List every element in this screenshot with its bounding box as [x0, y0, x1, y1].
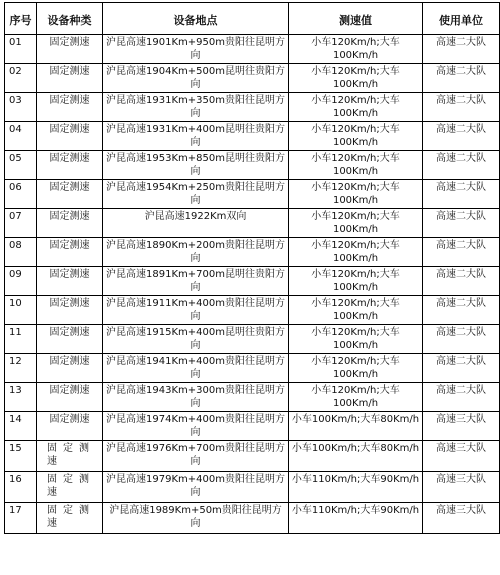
row-device-type: 固定测速	[37, 412, 103, 441]
row-device-location: 沪昆高速1953Km+850m昆明往贵阳方向	[103, 151, 289, 180]
row-device-location: 沪昆高速1974Km+400m贵阳往昆明方向	[103, 412, 289, 441]
table-row	[5, 93, 500, 122]
row-unit: 高速二大队	[423, 238, 500, 267]
row-seq: 01	[5, 35, 37, 64]
row-device-location: 沪昆高速1989Km+50m贵阳往昆明方向	[103, 503, 289, 534]
row-seq: 13	[5, 383, 37, 412]
header-speed-value: 测速值	[289, 3, 423, 35]
row-speed-value: 小车120Km/h;大车100Km/h	[289, 325, 423, 354]
row-unit: 高速二大队	[423, 64, 500, 93]
row-device-location: 沪昆高速1901Km+950m贵阳往昆明方向	[103, 35, 289, 64]
row-device-location: 沪昆高速1941Km+400m贵阳往昆明方向	[103, 354, 289, 383]
row-device-location: 沪昆高速1911Km+400m贵阳往昆明方向	[103, 296, 289, 325]
row-device-location: 沪昆高速1890Km+200m贵阳往昆明方向	[103, 238, 289, 267]
header-unit: 使用单位	[423, 3, 500, 35]
row-unit: 高速二大队	[423, 180, 500, 209]
row-speed-value: 小车120Km/h;大车100Km/h	[289, 151, 423, 180]
table-row	[5, 238, 500, 267]
header-device-location: 设备地点	[103, 3, 289, 35]
row-seq: 06	[5, 180, 37, 209]
row-unit: 高速二大队	[423, 354, 500, 383]
row-speed-value: 小车120Km/h;大车100Km/h	[289, 180, 423, 209]
row-unit: 高速三大队	[423, 503, 500, 534]
row-device-type: 固定测速	[37, 472, 103, 503]
row-device-type: 固定测速	[37, 296, 103, 325]
table-row	[5, 151, 500, 180]
row-unit: 高速二大队	[423, 325, 500, 354]
table-row	[5, 122, 500, 151]
row-unit: 高速二大队	[423, 151, 500, 180]
row-unit: 高速二大队	[423, 35, 500, 64]
row-device-type: 固定测速	[37, 180, 103, 209]
row-unit: 高速二大队	[423, 93, 500, 122]
row-unit: 高速二大队	[423, 209, 500, 238]
row-unit: 高速三大队	[423, 472, 500, 503]
row-device-type: 固定测速	[37, 503, 103, 534]
table-row	[5, 267, 500, 296]
row-speed-value: 小车120Km/h;大车100Km/h	[289, 296, 423, 325]
row-device-type: 固定测速	[37, 93, 103, 122]
row-seq: 14	[5, 412, 37, 441]
row-seq: 09	[5, 267, 37, 296]
table-row	[5, 64, 500, 93]
table-row	[5, 383, 500, 412]
row-seq: 17	[5, 503, 37, 534]
table-row	[5, 296, 500, 325]
row-device-type: 固定测速	[37, 151, 103, 180]
row-seq: 16	[5, 472, 37, 503]
row-device-location: 沪昆高速1931Km+400m昆明往贵阳方向	[103, 122, 289, 151]
row-device-type: 固定测速	[37, 325, 103, 354]
row-speed-value: 小车120Km/h;大车100Km/h	[289, 35, 423, 64]
row-device-location: 沪昆高速1943Km+300m贵阳往昆明方向	[103, 383, 289, 412]
row-device-type: 固定测速	[37, 441, 103, 472]
row-seq: 04	[5, 122, 37, 151]
table-row	[5, 441, 500, 472]
row-device-location: 沪昆高速1915Km+400m昆明往贵阳方向	[103, 325, 289, 354]
row-seq: 08	[5, 238, 37, 267]
row-device-type: 固定测速	[37, 122, 103, 151]
row-device-location: 沪昆高速1904Km+500m昆明往贵阳方向	[103, 64, 289, 93]
row-device-type: 固定测速	[37, 209, 103, 238]
row-seq: 10	[5, 296, 37, 325]
speed-camera-table	[4, 2, 500, 534]
table-row	[5, 209, 500, 238]
row-unit: 高速二大队	[423, 122, 500, 151]
row-device-type: 固定测速	[37, 383, 103, 412]
row-seq: 07	[5, 209, 37, 238]
row-device-type: 固定测速	[37, 35, 103, 64]
row-speed-value: 小车120Km/h;大车100Km/h	[289, 122, 423, 151]
table-row	[5, 35, 500, 64]
row-speed-value: 小车100Km/h;大车80Km/h	[289, 412, 423, 441]
header-device-type: 设备种类	[37, 3, 103, 35]
row-speed-value: 小车110Km/h;大车90Km/h	[289, 472, 423, 503]
row-seq: 03	[5, 93, 37, 122]
row-speed-value: 小车120Km/h;大车100Km/h	[289, 64, 423, 93]
table-row	[5, 503, 500, 534]
table-row	[5, 180, 500, 209]
row-device-type: 固定测速	[37, 238, 103, 267]
row-unit: 高速三大队	[423, 441, 500, 472]
row-speed-value: 小车120Km/h;大车100Km/h	[289, 267, 423, 296]
row-speed-value: 小车120Km/h;大车100Km/h	[289, 93, 423, 122]
row-unit: 高速二大队	[423, 296, 500, 325]
row-seq: 05	[5, 151, 37, 180]
row-speed-value: 小车120Km/h;大车100Km/h	[289, 383, 423, 412]
row-device-location: 沪昆高速1931Km+350m贵阳往昆明方向	[103, 93, 289, 122]
table-header-row	[5, 3, 500, 35]
row-seq: 11	[5, 325, 37, 354]
row-unit: 高速二大队	[423, 383, 500, 412]
table-row	[5, 354, 500, 383]
row-speed-value: 小车110Km/h;大车90Km/h	[289, 503, 423, 534]
table-row	[5, 325, 500, 354]
header-seq: 序号	[5, 3, 37, 35]
speed-camera-table-container	[4, 2, 499, 534]
row-seq: 12	[5, 354, 37, 383]
row-seq: 15	[5, 441, 37, 472]
row-device-location: 沪昆高速1891Km+700m昆明往贵阳方向	[103, 267, 289, 296]
row-device-location: 沪昆高速1922Km双向	[103, 209, 289, 238]
row-device-location: 沪昆高速1954Km+250m贵阳往昆明方向	[103, 180, 289, 209]
table-row	[5, 412, 500, 441]
row-unit: 高速二大队	[423, 267, 500, 296]
table-row	[5, 472, 500, 503]
row-device-location: 沪昆高速1979Km+400m贵阳往昆明方向	[103, 472, 289, 503]
row-unit: 高速三大队	[423, 412, 500, 441]
row-device-type: 固定测速	[37, 64, 103, 93]
row-device-location: 沪昆高速1976Km+700m贵阳往昆明方向	[103, 441, 289, 472]
row-device-type: 固定测速	[37, 354, 103, 383]
row-speed-value: 小车120Km/h;大车100Km/h	[289, 209, 423, 238]
row-speed-value: 小车120Km/h;大车100Km/h	[289, 238, 423, 267]
row-device-type: 固定测速	[37, 267, 103, 296]
row-seq: 02	[5, 64, 37, 93]
row-speed-value: 小车120Km/h;大车100Km/h	[289, 354, 423, 383]
row-speed-value: 小车100Km/h;大车80Km/h	[289, 441, 423, 472]
